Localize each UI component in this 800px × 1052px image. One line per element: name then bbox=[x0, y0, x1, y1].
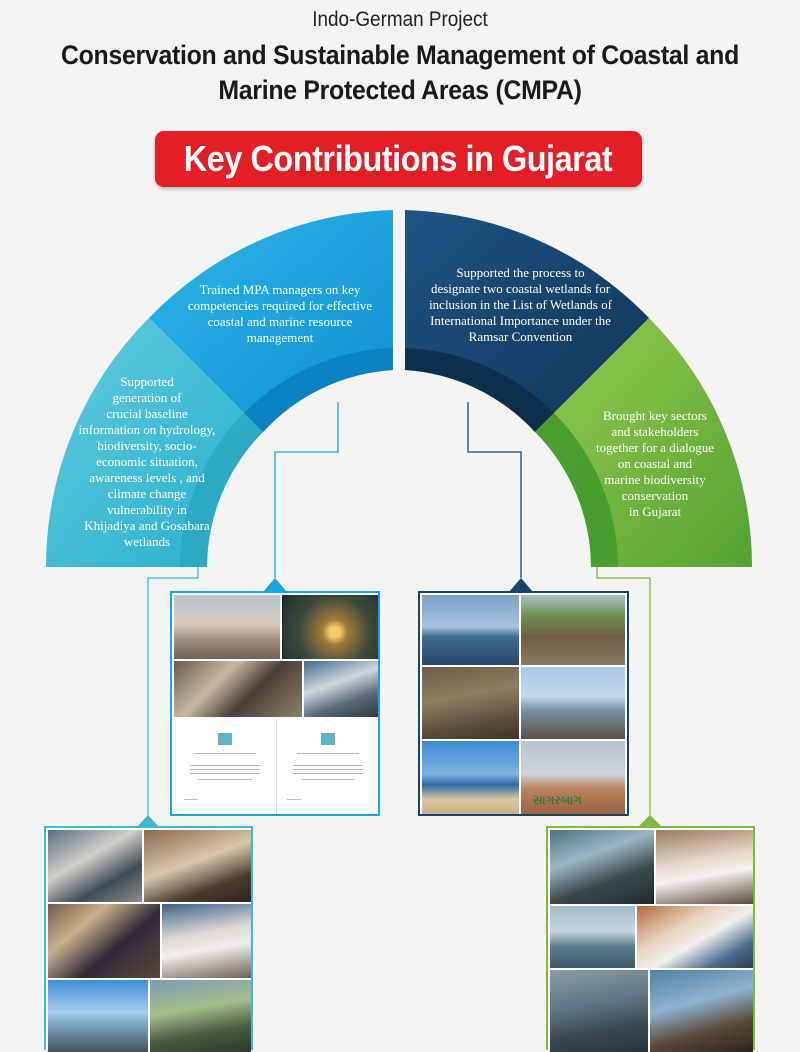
title-line-1: Conservation and Sustainable Management of Coastal and bbox=[60, 40, 739, 70]
photo-flamingos bbox=[174, 595, 280, 659]
contribution-line: together for a dialogue bbox=[595, 440, 715, 455]
contribution-line: designate two coastal wetlands for bbox=[430, 281, 611, 296]
banner-text: Key Contributions in Gujarat bbox=[184, 138, 613, 179]
contribution-line: management bbox=[246, 330, 314, 345]
contribution-line: vulnerability in bbox=[107, 502, 187, 517]
contribution-trained-mpa-managers bbox=[170, 282, 390, 346]
photo-wetland-dusk bbox=[422, 595, 519, 665]
photo-signboard bbox=[521, 741, 625, 814]
photo-conference bbox=[637, 906, 753, 968]
photo-beach-group bbox=[422, 741, 519, 814]
photo-coast-team bbox=[48, 980, 148, 1052]
photo-sunset-lake bbox=[282, 595, 378, 659]
photo-outdoor-group bbox=[150, 980, 251, 1052]
contribution-line: information on hydrology, bbox=[78, 422, 216, 437]
photo-workshop-3 bbox=[48, 904, 160, 978]
contribution-line: marine biodiversity bbox=[604, 472, 706, 487]
contribution-baseline-info bbox=[52, 374, 242, 550]
contribution-ramsar-designation bbox=[408, 265, 633, 345]
contribution-line: biodiversity, socio- bbox=[97, 438, 197, 453]
photo-training-session-2 bbox=[304, 661, 378, 717]
contribution-stakeholder-dialogue bbox=[570, 408, 740, 520]
photo-seminar-hall bbox=[656, 830, 753, 904]
contribution-line: Ramsar Convention bbox=[468, 329, 573, 344]
contribution-line: competencies required for effective bbox=[187, 298, 373, 313]
photo-collage-baseline bbox=[44, 826, 253, 1050]
contribution-line: Supported the process to bbox=[456, 265, 585, 280]
certificate-page-2 bbox=[277, 719, 378, 814]
contribution-line: wetlands bbox=[123, 534, 171, 549]
photo-training-session-1 bbox=[174, 661, 302, 717]
certificate-logo-1 bbox=[218, 733, 232, 745]
contribution-line: coastal and marine resource bbox=[207, 314, 353, 329]
connector-sky-arrow bbox=[263, 578, 287, 592]
contribution-line: on coastal and bbox=[617, 456, 693, 471]
title-line-2: Marine Protected Areas (CMPA) bbox=[218, 75, 582, 105]
contribution-line: Supported bbox=[120, 374, 174, 389]
photo-workshop-4 bbox=[162, 904, 251, 978]
photo-workshop-1 bbox=[48, 830, 142, 902]
contribution-line: Trained MPA managers on key bbox=[199, 282, 361, 297]
contribution-line: climate change bbox=[107, 486, 187, 501]
photo-rocky-shore bbox=[521, 595, 625, 665]
photo-collage-wetlands bbox=[418, 591, 629, 816]
connector-sky bbox=[275, 402, 338, 578]
contribution-line: economic situation, bbox=[96, 454, 198, 469]
contribution-line: International Importance under the bbox=[430, 313, 611, 328]
photo-boat-crowd bbox=[550, 970, 648, 1052]
project-subtitle: Indo-German Project bbox=[312, 8, 488, 31]
contribution-line: Khijadiya and Gosabara bbox=[84, 518, 210, 533]
certificate-page-1 bbox=[174, 719, 277, 814]
contribution-line: crucial baseline bbox=[106, 406, 188, 421]
certificate-logo-2 bbox=[321, 733, 335, 745]
connector-navy bbox=[468, 402, 521, 578]
photo-collage-training bbox=[170, 591, 380, 816]
contribution-line: inclusion in the List of Wetlands of bbox=[429, 297, 612, 312]
contribution-line: in Gujarat bbox=[628, 504, 682, 519]
contribution-line: Brought key sectors bbox=[603, 408, 707, 423]
photo-field-survey bbox=[422, 667, 519, 739]
photo-fishermen-meeting bbox=[550, 830, 654, 904]
contribution-line: awareness levels , and bbox=[89, 470, 205, 485]
photo-boats-lake bbox=[550, 906, 635, 968]
photo-workshop-2 bbox=[144, 830, 251, 902]
contribution-line: and stakeholders bbox=[611, 424, 699, 439]
contribution-line: conservation bbox=[621, 488, 689, 503]
photo-collage-dialogue bbox=[546, 826, 755, 1050]
photo-pier-visit bbox=[521, 667, 625, 739]
photo-boats-people bbox=[650, 970, 753, 1052]
contribution-line: generation of bbox=[112, 390, 182, 405]
connector-navy-arrow bbox=[509, 578, 533, 592]
signboard-text: સાગરબાગ bbox=[533, 793, 582, 807]
